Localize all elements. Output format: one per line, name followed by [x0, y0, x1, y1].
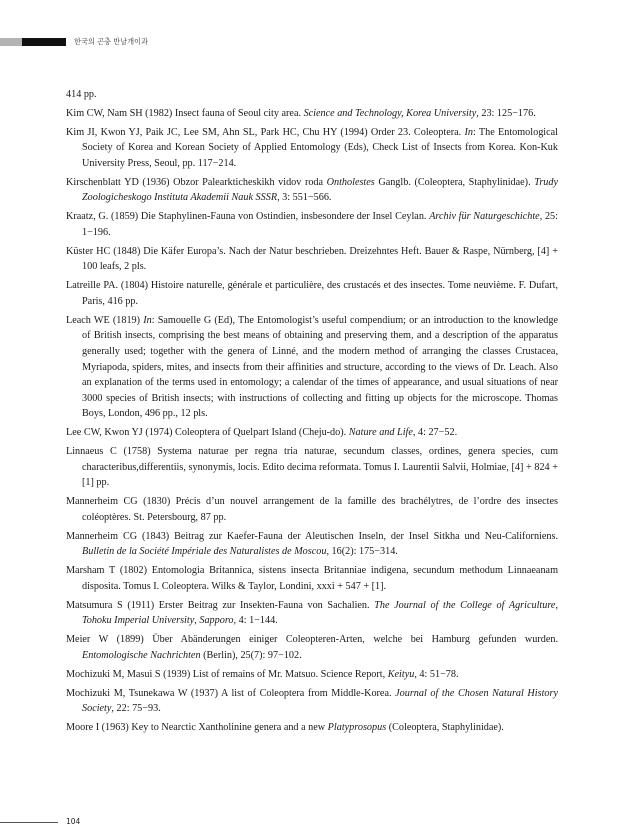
reference-text: 414 pp.: [66, 89, 97, 100]
reference-text: , 3: 551−566.: [277, 192, 332, 204]
reference-text: Marsham T (1802) Entomologia Britannica, sistens insecta Britanniae indigena, secundum methodum Linnaeanam disposita. Tomus I. Coleoptera. Wilks & Taylor, Londini, xxxi + 547 + [1].: [66, 565, 558, 592]
reference-italic-text: Trudy Zoologicheskogo Instituta Akademii Nauk SSSR: [82, 176, 558, 204]
reference-italic-text: The Journal of the College of Agriculture: [374, 599, 556, 611]
reference-text: , 4: 51−78.: [414, 668, 459, 680]
reference-text: Kim CW, Nam SH (1982) Insect fauna of Seoul city area.: [66, 107, 304, 119]
reference-italic-text: Entomologische Nachrichten: [82, 649, 201, 661]
reference-text: (Berlin), 25(7): 97−102.: [200, 649, 302, 661]
reference-text: , 4: 27−52.: [412, 427, 458, 439]
reference-entry: [66, 125, 558, 172]
reference-text: Kim JI, Kwon YJ, Paik JC, Lee SM, Ahn SL, Park HC, Chu HY (1994) Order 23. Coleoptera.: [66, 126, 465, 138]
reference-text: : The Entomological Society of Korea and Korean Society of Applied Entomology (Eds), Check List of Insects from Korea. Kon-Kuk University Press, Seoul, pp. 117−214.: [82, 126, 558, 169]
reference-entry: [66, 87, 558, 103]
reference-text: Mochizuki M, Tsunekawa W (1937) A list of Coleoptera from Middle-Korea.: [66, 687, 396, 699]
reference-text: ,: [194, 615, 200, 627]
reference-entry: [66, 444, 558, 491]
reference-entry: [66, 313, 558, 422]
reference-text: Küster HC (1848) Die Käfer Europa’s. Nach der Natur beschrieben. Dreizehntes Heft. Bauer & Raspe, Nürnberg, [4] + 100 leafs, 2 pls.: [66, 245, 558, 273]
reference-entry: [66, 720, 558, 736]
header-black-bar: [22, 38, 66, 46]
reference-text: Linnaeus C (1758) Systema naturae per regna tria naturae, secundum classes, ordines, genera species, cum characteribus,differentiis, synonymis, locis. Edito decima reformata. Tomus I. Laurentii Salvii, Holmiae, [4] + 824 + [1] pp.: [66, 446, 558, 489]
reference-text: Moore I (1963) Key to Nearctic Xantholinine genera and a new: [66, 722, 328, 734]
reference-text: ,: [555, 599, 558, 611]
reference-text: Ganglb. (Coleoptera, Staphylinidae).: [374, 176, 535, 188]
reference-entry: [66, 598, 558, 629]
reference-entry: [66, 529, 558, 560]
reference-italic-text: Platyprosopus: [327, 722, 387, 734]
reference-italic-text: Keityu: [387, 668, 415, 680]
reference-italic-text: Nature and Life: [348, 427, 413, 439]
reference-entry: [66, 632, 558, 663]
reference-entry: [66, 106, 558, 122]
footer-rule: [0, 822, 58, 823]
reference-entry: [66, 686, 558, 717]
reference-entry: [66, 667, 558, 683]
reference-entry: [66, 425, 558, 441]
reference-text: Kirschenblatt YD (1936) Obzor Palearkticheskikh vidov roda: [66, 176, 327, 188]
reference-italic-text: Tohoku Imperial University: [82, 615, 195, 627]
reference-italic-text: Ontholestes: [326, 176, 375, 188]
reference-text: Mannerheim CG (1843) Beitrag zur Kaefer-Fauna der Aleutischen Inseln, der Insel Sitkha und Neu-Californiens.: [66, 530, 558, 542]
reference-text: Mochizuki M, Masui S (1939) List of remains of Mr. Matsuo. Science Report,: [66, 668, 388, 680]
page-number: 104: [66, 817, 81, 826]
reference-text: , 25: 1−196.: [82, 211, 558, 238]
reference-italic-text: In: [143, 314, 152, 326]
reference-text: Meier W (1899) Über Abänderungen einiger Coleopteren-Arten, welche bei Hamburg gefunden wurden.: [66, 634, 558, 646]
reference-text: Mannerheim CG (1830) Précis d’un nouvel arrangement de la famille des brachélytres, de l’ordre des insectes coléoptères. St. Petersbourg, 87 pp.: [66, 496, 558, 523]
reference-italic-text: Journal of the Chosen Natural History Society: [82, 687, 558, 715]
reference-entry: [66, 175, 558, 206]
running-header: [0, 36, 637, 48]
reference-text: , 22: 75−93.: [111, 703, 161, 715]
header-grey-bar: [0, 38, 22, 46]
reference-text: Leach WE (1819): [66, 314, 144, 326]
reference-text: Kraatz, G. (1859) Die Staphylinen-Fauna von Ostindien, insbesondere der Insel Ceylan.: [66, 211, 430, 223]
reference-italic-text: Bulletin de la Société Impériale des Naturalistes de Moscou: [82, 546, 327, 558]
reference-text: , 23: 125−176.: [476, 107, 536, 119]
running-title: 한국의 곤충 반날개이과: [74, 37, 149, 46]
reference-text: , 4: 1−144.: [233, 615, 278, 627]
reference-text: Lee CW, Kwon YJ (1974) Coleoptera of Quelpart Island (Cheju-do).: [66, 427, 349, 439]
reference-text: (Coleoptera, Staphylinidae).: [386, 722, 504, 734]
reference-entry: [66, 278, 558, 309]
reference-text: , 16(2): 175−314.: [326, 546, 398, 558]
reference-italic-text: Archiv für Naturgeschichte: [429, 211, 540, 223]
reference-italic-text: In: [464, 126, 473, 138]
reference-text: : Samouelle G (Ed), The Entomologist’s useful compendium; or an introduction to the knowledge of British insects, comprising the best means of obtaining and preserving them, and a description of the apparatus generally used; together with the genera of Linné, and the modern method of arranging the classes Crustacea, Myriapoda, spiders, mites, and insects from their affinities and structure, according to the views of Dr. Leach. Also an explanation of the terms used in entomology; a calendar of the times of appearance, and usual situations of near 3000 species of British insects; with instructions of collecting and fitting up objects for the microscope. Thomas Boys, London, 496 pp., 12 pls.: [82, 314, 559, 420]
reference-entry: [66, 494, 558, 525]
reference-entry: [66, 244, 558, 275]
reference-text: Matsumura S (1911) Erster Beitrag zur Insekten-Fauna von Sachalien.: [66, 599, 375, 611]
reference-italic-text: Science and Technology, Korea University: [303, 107, 477, 119]
reference-text: Latreille PA. (1804) Histoire naturelle, générale et particulière, des crustacés et des insectes. Tome neuvième. F. Dufart, Paris, 416 pp.: [66, 280, 558, 307]
reference-entry: [66, 563, 558, 594]
page-footer: [0, 816, 637, 828]
reference-list: [66, 87, 558, 739]
reference-entry: [66, 209, 558, 240]
reference-italic-text: Sapporo: [199, 615, 234, 627]
